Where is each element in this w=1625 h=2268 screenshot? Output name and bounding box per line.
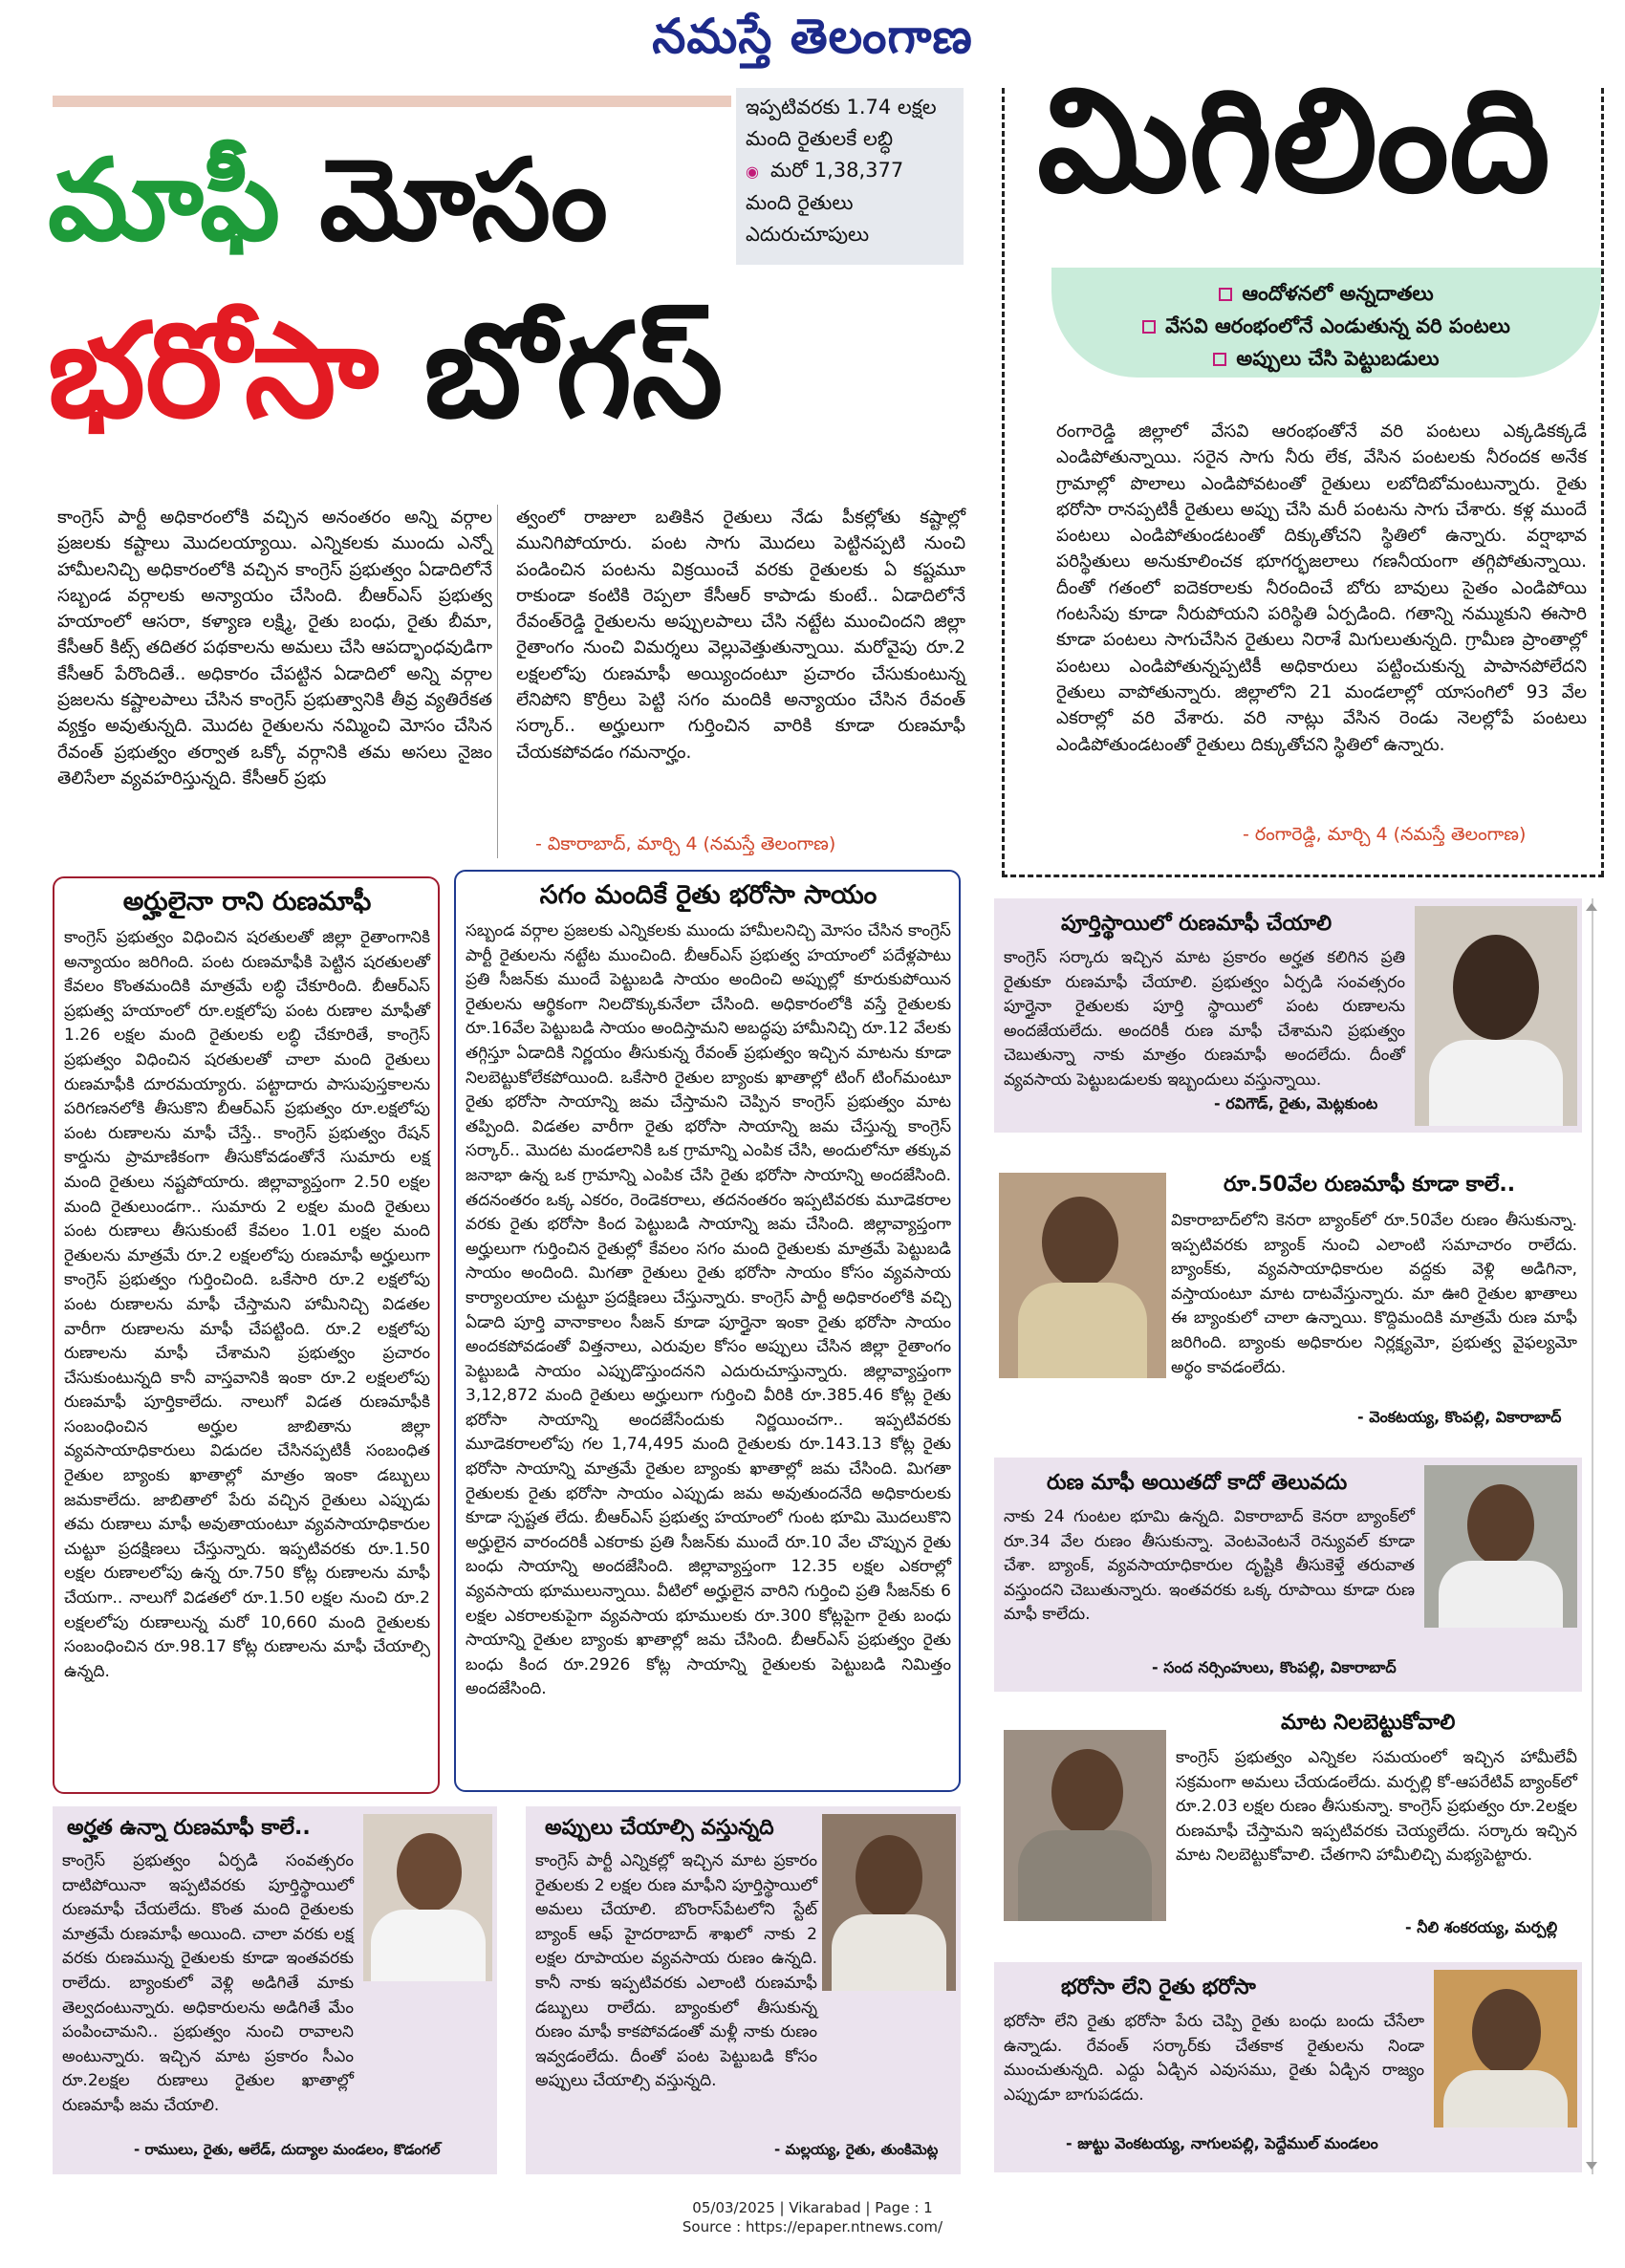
fact-bullet: మరో 1,38,377	[769, 159, 904, 182]
column-rule	[497, 505, 498, 858]
person-photo	[1004, 1730, 1166, 1921]
quote-title: రూ.50వేల రుణమాఫీ కూడా కాలే..	[1224, 1173, 1516, 1197]
headline-word-3: భరోసా	[48, 294, 379, 447]
box-story-1	[53, 876, 440, 1794]
lead-credit: - వికారాబాద్, మార్చి 4 (నమస్తే తెలంగాణ)	[535, 833, 836, 854]
person-photo	[1424, 1465, 1577, 1628]
quote-credit: - మల్లయ్య, రైతు, తుంకిమెట్ల	[774, 2141, 939, 2158]
quote-title: మాట నిలబెట్టుకోవాలి	[1281, 1711, 1456, 1735]
headline-line-1	[48, 133, 608, 266]
box-title: అర్హులైనా రాని రుణమాఫీ	[122, 887, 372, 917]
quote-body: కాంగ్రెస్ ప్రభుత్వం ఏర్పడి సంవత్సరం దాటిపోయినా ఇప్పటివరకు పూర్తిస్థాయిలో రుణమాఫీ చేయలేదు. కొంత మంది రైతులకు మాత్రమే రుణమాఫీ అయింది. చాలా వరకు లక్ష వరకు రుణమున్న రైతులకు కూడా ఇంతవరకు రాలేదు. బ్యాంకులో వెళ్లి అడిగితే మాకు తెల్వదంటున్నారు. అధికారులను అడిగితే మేం పంపించామని.. ప్రభుత్వం నుంచి రావాలని అంటున్నారు. ఇచ్చిన మాట ప్రకారం సీఎం రూ.2లక్షల రుణాలు రైతుల ఖాతాల్లో రుణమాఫీ జమ చేయాలి.	[62, 1851, 354, 2115]
person-photo	[363, 1814, 492, 1981]
masthead: నమస్తే తెలంగాణ	[652, 8, 973, 64]
fact-line-4: మంది రైతులు	[746, 191, 854, 214]
quote-panel	[526, 1806, 961, 2174]
point-text: అప్పులు చేసి పెట్టుబడులు	[1236, 347, 1440, 370]
quote-credit: - జుట్టు వెంకటయ్య, నాగులపల్లి, పెద్దేముల్ మండలం	[1066, 2134, 1378, 2152]
quote-body: వికారాబాద్‌లోని కెనరా బ్యాంక్‌లో రూ.50వేల రుణం తీసుకున్నా. ఇప్పటివరకు బ్యాంక్ నుంచి ఎలాంటి సమాచారం రాలేదు. బ్యాంక్‌కు, వ్యవసాయాధికారుల వద్దకు వెళ్లి అడిగినా, వస్తాయంటూ మాట దాటవేస్తున్నారు. మా ఊరి రైతుల ఖాతాలు ఈ బ్యాంకులో చాలా ఉన్నాయి. కొద్దిమందికి మాత్రమే రుణ మాఫీ జరిగింది. బ్యాంకు అధికారుల నిర్లక్ష్యమో, ప్రభుత్వ వైఫల్యమో అర్థం కావడంలేదు.	[1171, 1211, 1577, 1377]
quote-panel	[994, 1706, 1582, 1945]
quote-body: కాంగ్రెస్ సర్కారు ఇచ్చిన మాట ప్రకారం అర్హత కలిగిన ప్రతి రైతుకూ రుణమాఫీ చేయాలి. ప్రభుత్వం ఏర్పడి సంవత్సరం పూర్తైనా రైతులకు పూర్తి స్థాయిలో పంట రుణాలను అందజేయలేదు. అందరికీ రుణ మాఫీ చేశామని ప్రభుత్వం చెబుతున్నా నాకు మాత్రం రుణమాఫీ అందలేదు. దీంతో వ్యవసాయ పెట్టుబడులకు ఇబ్బందులు వస్తున్నాయి.	[1004, 948, 1405, 1090]
box-title: సగం మందికే రైతు భరోసా సాయం	[539, 880, 878, 910]
square-bullet-icon	[1219, 288, 1232, 301]
quote-body: కాంగ్రెస్ పార్టీ ఎన్నికల్లో ఇచ్చిన మాట ప్రకారం రైతులకు 2 లక్షల రుణ మాఫీని పూర్తిస్థాయిలో అమలు చేయాలి. బొంరాస్‌పేటలోని స్టేట్ బ్యాంక్ ఆఫ్ హైదరాబాద్ శాఖలో నాకు 2 లక్షల రూపాయల వ్యవసాయ రుణం ఉన్నది. కానీ నాకు ఇప్పటివరకు ఎలాంటి రుణమాఫీ డబ్బులు రాలేదు. బ్యాంకులో తీసుకున్న రుణం మాఫీ కాకపోవడంతో మళ్లీ నాకు రుణం ఇవ్వడంలేదు. దీంతో పంట పెట్టుబడి కోసం అప్పులు చేయాల్సి వస్తున్నది.	[535, 1851, 817, 2091]
dashed-divider-bottom	[1002, 875, 1604, 877]
quote-credit: - రాములు, రైతు, ఆలేడ్, దుద్యాల మండలం, కొడంగల్	[134, 2141, 441, 2158]
right-story-body: రంగారెడ్డి జిల్లాలో వేసవి ఆరంభంతోనే వరి పంటలు ఎక్కడికక్కడే ఎండిపోతున్నాయి. సరైన సాగు నీరు లేక, వేసిన పంటలకు నీరందక అనేక గ్రామాల్లో పొలాలు ఎండిపోవటంతో రైతులు లబోదిబోమంటున్నారు. రైతు భరోసా రానప్పటికీ రైతులు అప్పు చేసి మరీ పంటను సాగు చేశారు. కళ్ల ముందే పంటలు ఎండిపోతుండటంతో దిక్కుతోచని స్థితిలో ఉన్నారు. వర్షాభావ పరిస్థితులు అనుకూలించక భూగర్భజలాలు గణనీయంగా తగ్గిపోతున్నాయి. దీంతో గతంలో ఐదెకరాలకు నీరందించే బోరు బావులు సైతం ఎండిపోయి గంటసేపు కూడా నీరుపోయని పరిస్థితి ఏర్పడింది. గతాన్ని నమ్ముకుని ఈసారి కూడా పంటలు సాగుచేసిన రైతులు నిరాశే మిగులుతున్నది. గ్రామీణ ప్రాంతాల్లో పంటలు ఎండిపోతున్నప్పటికీ అధికారులు పట్టించుకున్న పాపానపోలేదని రైతులు వాపోతున్నారు. జిల్లాలోని 21 మండలాల్లో యాసంగిలో 93 వేల ఎకరాల్లో వరి వేశారు. వరి నాట్లు వేసిన రెండు నెలల్లోపే పంటలు ఎండిపోతుండటంతో రైతులు దిక్కుతోచని స్థితిలో ఉన్నారు.	[1056, 421, 1587, 755]
quote-credit: - వెంకటయ్య, కొంపల్లి, వికారాబాద్	[1357, 1408, 1562, 1426]
quote-title: అర్హత ఉన్నా రుణమాఫీ కాలే..	[67, 1816, 311, 1840]
person-photo	[822, 1814, 956, 1991]
person-photo	[1415, 906, 1577, 1126]
quote-panel	[994, 1962, 1582, 2172]
lead-column-2: త్వంలో రాజులా బతికిన రైతులు నేడు పీకల్లోతు కష్టాల్లో మునిగిపోయారు. పంట సాగు మొదలు పెట్టినప్పటి నుంచి పండించిన పంటను విక్రయించే వరకు రైతులకు ఏ కష్టమూ రాకుండా కంటికి రెప్పలా కేసీఆర్ కాపాడు కుంటే.. ఏడాదిలోనే రేవంత్‌రెడ్డి రైతులను అప్పులపాలు చేసి నట్టేట ముంచిందని జిల్లా రైతాంగం నుంచి విమర్శలు వెల్లువెత్తుతున్నాయి. మరోవైపు రూ.2 లక్షలలోపు రుణమాఫీ అయ్యిందంటూ ప్రచారం చేసుకుంటున్న లేనిపోని కొర్రీలు పెట్టి సగం మందికి అన్యాయం చేసిన రేవంత్ సర్కార్.. అర్హులుగా గుర్తించిన వారికి కూడా రుణమాఫీ చేయకపోవడం గమనార్హం.	[516, 508, 965, 763]
quote-panel	[994, 898, 1582, 1133]
footer	[0, 2198, 1625, 2236]
fact-line-1: ఇప్పటివరకు 1.74 లక్షల	[746, 96, 937, 119]
point-row	[1051, 310, 1601, 342]
right-story-headline: మిగిలింది	[1037, 69, 1550, 212]
square-bullet-icon	[1142, 320, 1156, 334]
quote-credit: - సంద నర్సింహులు, కొంపల్లి, వికారాబాద్	[1152, 1658, 1397, 1676]
quote-title: రుణ మాఫీ అయితదో కాదో తెలువదు	[1047, 1471, 1348, 1495]
headline-line-2	[48, 294, 724, 447]
quote-title: అప్పులు చేయాల్సి వస్తున్నది	[545, 1816, 774, 1840]
square-bullet-icon	[1213, 353, 1226, 366]
person-photo	[999, 1173, 1166, 1378]
side-scroll-rail	[1592, 898, 1593, 2174]
quote-credit: - నీలి శంకరయ్య, మర్పల్లి	[1405, 1918, 1558, 1936]
point-row	[1051, 342, 1601, 375]
quote-body: కాంగ్రెస్ ప్రభుత్వం ఎన్నికల సమయంలో ఇచ్చిన హామీలేవీ సక్రమంగా అమలు చేయడంలేదు. మర్పల్లి కో-ఆపరేటివ్ బ్యాంక్‌లో రూ.2.03 లక్షల రుణం తీసుకున్నా. కాంగ్రెస్ ప్రభుత్వం రూ.2లక్షల రుణమాఫీ చేస్తామని ఇప్పటివరకు చెయ్యలేదు. సర్కారు ఇచ్చిన మాట నిలబెట్టుకోవాలి. చేతగాని హామీలిచ్చి మభ్యపెట్టారు.	[1176, 1748, 1577, 1866]
quote-body: నాకు 24 గుంటల భూమి ఉన్నది. వికారాబాద్ కెనరా బ్యాంక్‌లో రూ.34 వేల రుణం తీసుకున్నా. వెంటవెంటనే రెన్యువల్ కూడా చేశా. బ్యాంక్, వ్యవసాయాధికారుల దృష్టికి తీసుకెళ్తే తరువాత వస్తుందని చెబుతున్నారు. ఇంతవరకు ఒక్క రూపాయి కూడా రుణ మాఫీ కాలేదు.	[1004, 1507, 1415, 1625]
person-photo	[1434, 1970, 1577, 2128]
fact-line-5: ఎదురుచూపులు	[746, 223, 870, 246]
quote-body: భరోసా లేని రైతు భరోసా పేరు చెప్పి రైతు బంధు బందు చేసేలా ఉన్నాడు. రేవంత్ సర్కార్‌కు చేతకాక రైతులను నిండా ముంచుతున్నది. ఎద్దు ఏడ్చిన ఎవుసము, రైతు ఏడ్చిన రాజ్యం ఎప్పుడూ బాగుపడదు.	[1004, 2012, 1424, 2105]
dashed-divider-right	[1601, 88, 1604, 876]
top-photo-strip	[53, 96, 731, 107]
scroll-down-arrow-icon	[1586, 2162, 1597, 2170]
headline-word-4: బోగస్	[423, 294, 724, 447]
fact-line-2: మంది రైతులకే లబ్ధి	[746, 127, 894, 150]
quote-panel	[53, 1806, 497, 2174]
right-story-points	[1051, 268, 1601, 378]
point-text: ఆందోళనలో అన్నదాతలు	[1242, 282, 1434, 305]
fact-bullet-row	[746, 155, 956, 187]
quote-panel	[994, 1161, 1582, 1438]
headline-word-1: మాఫీ	[48, 133, 280, 266]
fact-box	[736, 88, 964, 265]
bullet-icon: ◉	[746, 162, 759, 181]
right-story-credit: - రంగారెడ్డి, మార్చి 4 (నమస్తే తెలంగాణ)	[1243, 824, 1527, 845]
dashed-divider-left	[1002, 88, 1005, 876]
quote-title: పూర్తిస్థాయిలో రుణమాఫీ చేయాలి	[1061, 912, 1332, 936]
box-body: సబ్బండ వర్గాల ప్రజలకు ఎన్నికలకు ముందు హామీలనిచ్చి మోసం చేసిన కాంగ్రెస్ పార్టీ రైతులను నట్టేట ముంచింది. బీఆర్ఎస్ ప్రభుత్వ హయాంలో పదేళ్లపాటు ప్రతి సీజన్‌కు ముందే పెట్టుబడి సాయం అందించి అప్పుల్లో కూరుకుపోయిన రైతులను ఆర్థికంగా నిలదొక్కుకునేలా చేసింది. అధికారంలోకి వస్తే రైతులకు రూ.16వేల పెట్టుబడి సాయం అందిస్తామని అబద్ధపు హామీనిచ్చి రూ.12 వేలకు తగ్గిస్తూ ఏడాదికి నిర్ణయం తీసుకున్న రేవంత్ ప్రభుత్వం ఇచ్చిన మాటను కూడా నిలబెట్టుకోలేకపోయింది. ఒకేసారి రైతుల బ్యాంకు ఖాతాల్లో టింగ్ టింగ్‌మంటూ రైతు భరోసా సాయాన్ని జమ చేస్తామని చెప్పిన కాంగ్రెస్ ప్రభుత్వం మాట తప్పింది. విడతల వారీగా రైతు భరోసా సాయాన్ని జమ చేస్తున్న కాంగ్రెస్ సర్కార్.. మొదట మండలానికి ఒక గ్రామాన్ని ఎంపిక చేసి, అందులోనూ తక్కువ జనాభా ఉన్న ఒక గ్రామాన్ని ఎంపిక చేసి రైతు భరోసా సాయాన్ని అందజేసింది. తదనంతరం ఒక్క ఎకరం, రెండెకరాలు, తదనంతరం ఇప్పటివరకు మూడెకరాల వరకు రైతు భరోసా కింద పెట్టుబడి సాయాన్ని జమ చేసింది. జిల్లావ్యాప్తంగా అర్హులుగా గుర్తించిన రైతుల్లో కేవలం సగం మంది రైతులకు మాత్రమే పెట్టుబడి సాయం అందింది. మిగతా రైతులు రైతు భరోసా సాయం కోసం వ్యవసాయ కార్యాలయాల చుట్టూ ప్రదక్షిణలు చేస్తున్నారు. కాంగ్రెస్ పార్టీ అధికారంలోకి వచ్చి ఏడాది పూర్తి వానాకాలం సీజన్ కూడా పూర్తైనా ఇంకా రైతు భరోసా సాయం అందకపోవడంతో విత్తనాలు, ఎరువుల కోసం అప్పులు చేసిన జిల్లా రైతాంగం పెట్టుబడి సాయం ఎప్పుడొస్తుందనని ఎదురుచూస్తున్నారు. జిల్లావ్యాప్తంగా 3,12,872 మంది రైతులు అర్హులుగా గుర్తించి వీరికి రూ.385.46 కోట్ల రైతు భరోసా సాయాన్ని అందజేసేందుకు నిర్ణయించగా.. ఇప్పటివరకు మూడెకరాలలోపు గల 1,74,495 మంది రైతులకు రూ.143.13 కోట్ల రైతు భరోసా సాయాన్ని మాత్రమే రైతుల బ్యాంకు ఖాతాల్లో జమ చేసింది. మిగతా రైతులకు రైతు భరోసా సాయం ఎప్పుడు జమ అవుతుందనేది అధికారులకు కూడా స్పష్టత లేదు. బీఆర్ఎస్ ప్రభుత్వ హయాంలో గుంట భూమి మొదలుకొని అర్హులైన వారందరికీ ఎకరాకు ప్రతి సీజన్‌కు ముందే రూ.10 వేల చొప్పున రైతు బంధు సాయాన్ని అందజేసింది. జిల్లావ్యాప్తంగా 12.35 లక్షల ఎకరాల్లో వ్యవసాయ భూములున్నాయి. వీటిలో అర్హులైన వారిని గుర్తించి ప్రతి సీజన్‌కు 6 లక్షల ఎకరాలకుపైగా వ్యవసాయ భూములకు రూ.300 కోట్లపైగా రైతు బంధు సాయాన్ని రైతుల బ్యాంకు ఖాతాల్లో జమ చేసింది. బీఆర్ఎస్ ప్రభుత్వం రైతు బంధు కింద రూ.2926 కోట్ల సాయాన్ని రైతులకు పెట్టుబడి నిమిత్తం అందజేసింది.	[466, 921, 951, 1699]
quote-title: భరోసా లేని రైతు భరోసా	[1061, 1976, 1256, 1999]
quote-credit: - రవిగౌడ్, రైతు, మెట్లకుంట	[1214, 1094, 1378, 1112]
footer-date-page: 05/03/2025 | Vikarabad | Page : 1	[692, 2199, 933, 2216]
footer-source: Source : https://epaper.ntnews.com/	[682, 2218, 943, 2236]
scroll-up-arrow-icon	[1586, 903, 1597, 911]
lead-column-1: కాంగ్రెస్ పార్టీ అధికారంలోకి వచ్చిన అనంతరం అన్ని వర్గాల ప్రజలకు కష్టాలు మొదలయ్యాయి. ఎన్నికలకు ముందు ఎన్నో హామీలనిచ్చి అధికారంలోకి వచ్చిన కాంగ్రెస్ ప్రభుత్వం ఏడాదిలోనే సబ్బండ వర్గాలకు అన్యాయం చేసింది. బీఆర్ఎస్ ప్రభుత్వ హయాంలో ఆసరా, కళ్యాణ లక్ష్మి, రైతు బంధు, రైతు బీమా, కేసీఆర్ కిట్స్ తదితర పథకాలను అమలు చేసి ఆపద్భాంధవుడిగా కేసీఆర్ పేరొందితే.. అధికారం చేపట్టిన ఏడాదిలో అన్ని వర్గాల ప్రజలను కష్టాలపాలు చేసిన కాంగ్రెస్ ప్రభుత్వానికి తీవ్ర వ్యతిరేకత వ్యక్తం అవుతున్నది. మొదట రైతులను నమ్మించి మోసం చేసిన రేవంత్ ప్రభుత్వం తర్వాత ఒక్కో వర్గానికి తమ అసలు నైజం తెలిసేలా వ్యవహరిస్తున్నది. కేసీఆర్ ప్రభు	[57, 508, 492, 788]
box-body: కాంగ్రెస్ ప్రభుత్వం విధించిన షరతులతో జిల్లా రైతాంగానికి అన్యాయం జరిగింది. పంట రుణమాఫీకి పెట్టిన షరతులతో కేవలం కొంతమందికి మాత్రమే లబ్ధి చేకూరింది. బీఆర్ఎస్ ప్రభుత్వ హయాంలో రూ.లక్షలోపు పంట రుణాల మాఫీతో 1.26 లక్షల మంది రైతులకు లబ్ధి చేకూరితే, కాంగ్రెస్ ప్రభుత్వం విధించిన షరతులతో చాలా మంది రైతులు రుణమాఫీకి దూరమయ్యారు. పట్టాదారు పాసుపుస్తకాలను పరిగణనలోకి తీసుకొని బీఆర్ఎస్ ప్రభుత్వం రూ.లక్షలోపు పంట రుణాలను మాఫీ చేస్తే.. కాంగ్రెస్ ప్రభుత్వం రేషన్ కార్డును ప్రామాణికంగా తీసుకోవడంతోనే సుమారు లక్ష మంది రైతులు నష్టపోయారు. జిల్లావ్యాప్తంగా 2.50 లక్షల మంది రైతులుండగా.. సుమారు 2 లక్షల మంది రైతులు పంట రుణాలు తీసుకుంటే కేవలం 1.01 లక్షల మంది రైతులను మాత్రమే రూ.2 లక్షలలోపు రుణమాఫీ అర్హులుగా కాంగ్రెస్ ప్రభుత్వం గుర్తించింది. ఒకేసారి రూ.2 లక్షలోపు పంట రుణాలను మాఫీ చేస్తామని హామీనిచ్చి విడతల వారీగా రుణాలను మాఫీ చేపట్టింది. రూ.2 లక్షలోపు రుణాలను మాఫీ చేశామని ప్రభుత్వం ప్రచారం చేసుకుంటున్నది కానీ వాస్తవానికి ఇంకా రూ.2 లక్షలలోపు రుణమాఫీ పూర్తికాలేదు. నాలుగో విడత రుణమాఫీకి సంబంధించిన అర్హుల జాబితాను జిల్లా వ్యవసాయాధికారులు విడుదల చేసినప్పటికీ సంబంధిత రైతుల బ్యాంకు ఖాతాల్లో మాత్రం ఇంకా డబ్బులు జమకాలేదు. జాబితాలో పేరు వచ్చిన రైతులు ఎప్పుడు తమ రుణాలు మాఫీ అవుతాయంటూ వ్యవసాయాధికారుల చుట్టూ ప్రదక్షిణలు చేస్తున్నారు. ఇప్పటివరకు రూ.1.50 లక్షల రుణాలలోపు ఉన్న రూ.750 కోట్ల రుణాలను మాఫీ చేయగా.. నాలుగో విడతలో రూ.1.50 లక్షల నుంచి రూ.2 లక్షలలోపు రుణాలున్న మరో 10,660 మంది రైతులకు సంబంధించిన రూ.98.17 కోట్ల రుణాలను మాఫీ చేయాల్సి ఉన్నది.	[64, 928, 430, 1681]
point-row	[1051, 277, 1601, 310]
quote-panel	[994, 1458, 1582, 1692]
headline-word-2: మోసం	[319, 133, 608, 266]
box-story-2	[454, 870, 961, 1792]
point-text: వేసవి ఆరంభంలోనే ఎండుతున్న వరి పంటలు	[1165, 314, 1510, 337]
